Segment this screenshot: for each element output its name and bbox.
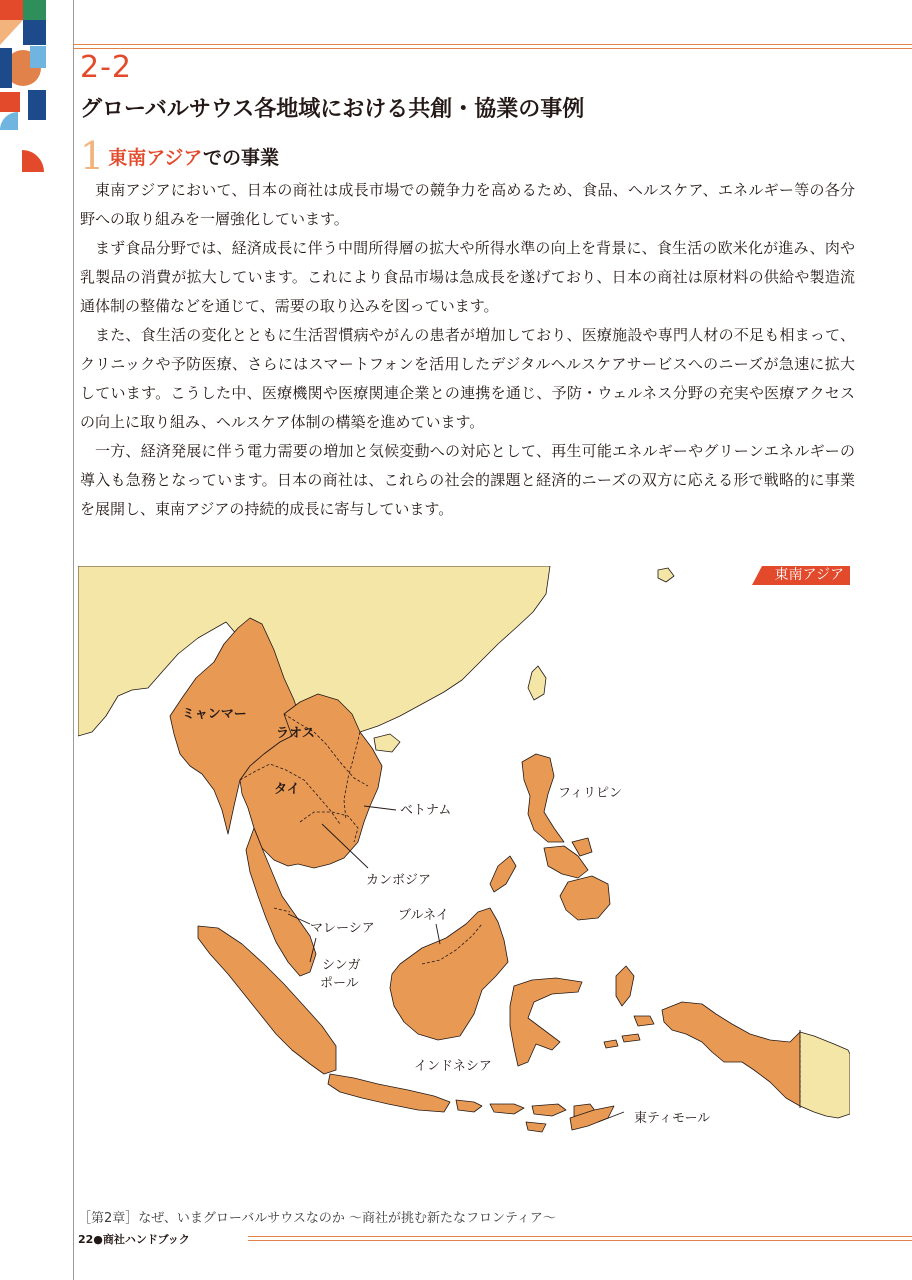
footer-chapter-title: ［第2章］なぜ、いまグローバルサウスなのか ～商社が挑む新たなフロンティア～: [78, 1211, 556, 1226]
borneo-land: [390, 908, 508, 1040]
label-singapore-1: シンガ: [322, 958, 361, 973]
label-philippines: フィリピン: [558, 786, 622, 801]
subsection-title-accent: 東南アジア: [108, 147, 203, 169]
subsection-title: [108, 144, 279, 176]
label-east-timor: 東ティモール: [634, 1111, 711, 1126]
label-singapore-2: ポール: [320, 976, 359, 991]
maluku-land: [634, 1016, 654, 1026]
sumba-land: [526, 1122, 546, 1132]
section-number: 2-2: [80, 50, 132, 85]
region-tag: [752, 566, 850, 585]
region-tag-label: 東南アジア: [774, 567, 844, 583]
java-land: [328, 1074, 450, 1112]
lesser-sunda-land: [490, 1104, 524, 1114]
label-vietnam: ベトナム: [400, 803, 452, 818]
paragraph: まず食品分野では、経済成長に伴う中間所得層の拡大や所得水準の向上を背景に、食生活の欧米化が進み、肉や乳製品の消費が拡大しています。これにより食品市場は急成長を遂げており、日本の商社は原材料の供給や製造流通体制の整備などを通じて、需要の取り込みを図っています。: [80, 239, 855, 315]
label-indonesia: インドネシア: [414, 1059, 492, 1074]
paragraph: 東南アジアにおいて、日本の商社は成長市場での競争力を高めるため、食品、ヘルスケア、エネルギー等の各分野への取り組みを一層強化しています。: [80, 181, 855, 228]
label-myanmar: ミャンマー: [182, 707, 247, 722]
hainan-land: [374, 734, 400, 752]
footer-rule: [248, 1236, 912, 1237]
png-land: [800, 1032, 850, 1118]
footer-page-number: 22●商社ハンドブック: [78, 1233, 190, 1246]
samar-land: [572, 838, 592, 856]
islet: [658, 568, 674, 582]
paragraph: また、食生活の変化とともに生活習慣病やがんの患者が増加しており、医療施設や専門人材の不足も相まって、クリニックや予防医療、さらにはスマートフォンを活用したデジタルヘルスケアサービスへのニーズが急速に拡大しています。こうした中、医療機関や医療関連企業との連携を通じ、予防・ウェルネス分野の充実や医療アクセスの向上に取り組み、ヘルスケア体制の構築を進めています。: [80, 326, 855, 431]
sumatra-land: [198, 926, 336, 1074]
header-rule-2: [73, 48, 912, 49]
sulawesi-land: [510, 978, 582, 1066]
corner-decoration: [0, 0, 46, 172]
mindanao-land: [560, 876, 610, 920]
southeast-asia-map: [78, 566, 850, 1153]
section-title: グローバルサウス各地域における共創・協業の事例: [80, 97, 585, 122]
maluku-land: [616, 966, 634, 1006]
maluku-land: [622, 1034, 640, 1042]
taiwan-land: [528, 666, 546, 700]
subsection-heading: [80, 136, 279, 176]
label-brunei: ブルネイ: [398, 908, 449, 923]
lesser-sunda-land: [532, 1104, 566, 1116]
subsection-number: 1: [80, 134, 105, 178]
palawan-land: [490, 856, 516, 892]
label-thailand: タイ: [274, 782, 300, 797]
body-text: [80, 176, 855, 524]
margin-line: [73, 0, 74, 1280]
lesser-sunda-land: [456, 1100, 482, 1112]
header-rule: [73, 44, 912, 45]
paragraph: 一方、経済発展に伴う電力需要の増加と気候変動への対応として、再生可能エネルギーやグリーンエネルギーの導入も急務となっています。日本の商社は、これらの社会的課題と経済的ニーズの双方に応える形で戦略的に事業を展開し、東南アジアの持続的成長に寄与しています。: [80, 442, 855, 518]
label-laos: ラオス: [276, 726, 315, 741]
maluku-land: [604, 1040, 618, 1048]
footer-rule-2: [248, 1240, 912, 1241]
papua-land: [662, 1002, 800, 1106]
label-cambodia: カンボジア: [366, 873, 432, 888]
subsection-title-rest: での事業: [203, 147, 280, 169]
label-malaysia: マレーシア: [310, 921, 375, 936]
